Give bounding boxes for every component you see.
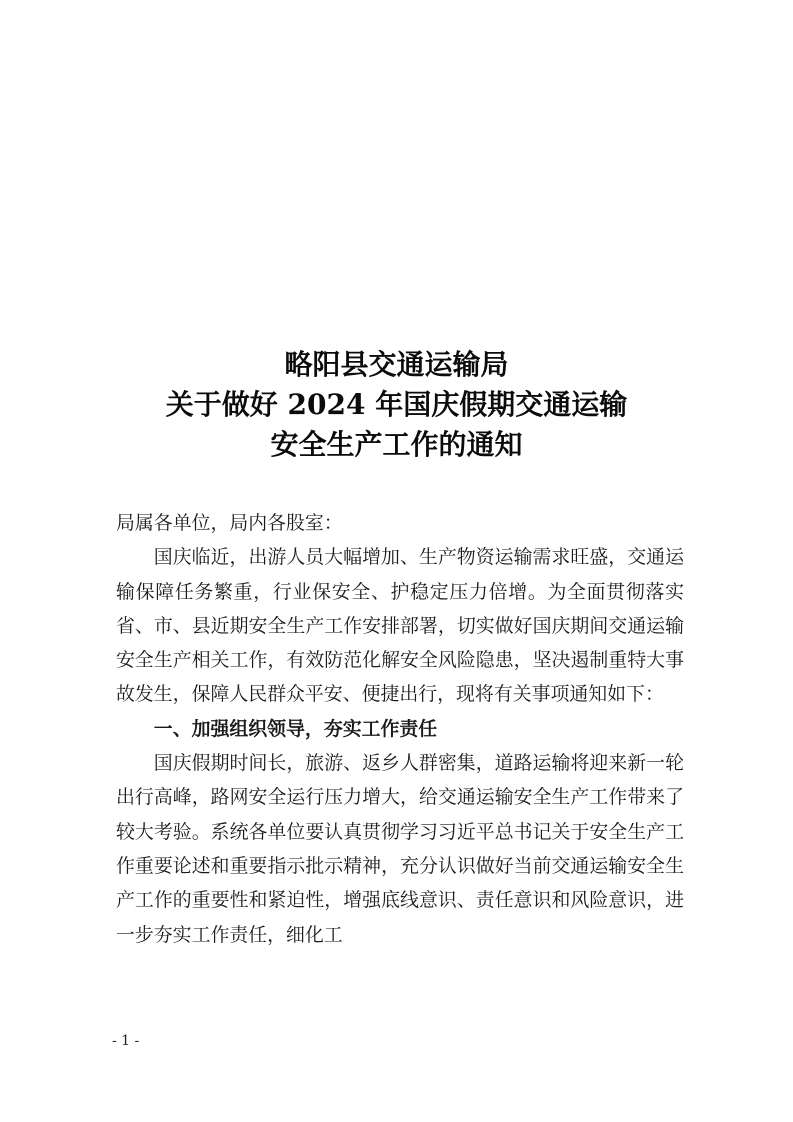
salutation: 局属各单位，局内各股室： [116, 512, 343, 534]
title-line-subject: 关于做好 2024 年国庆假期交通运输 [165, 388, 628, 421]
title-line-topic: 安全生产工作的通知 [270, 428, 523, 461]
section-heading-1: 一、加强组织领导，夯实工作责任 [153, 717, 438, 740]
document-title [0, 345, 793, 465]
page-number: - 1 - [112, 1033, 140, 1049]
section-1-paragraph: 国庆假期时间长，旅游、返乡人群密集，道路运输将迎来新一轮出行高峰，路网安全运行压力增大，给交通运输安全生产工作带来了较大考验。系统各单位要认真贯彻学习习近平总书记关于安全生产工作重要论述和重要指示批示精神，充分认识做好当前交通运输安全生产工作的重要性和紧迫性，增强底线意识、责任意识和风险意识，进一步夯实工作责任，细化工 [116, 752, 684, 946]
title-line-issuer: 略阳县交通运输局 [284, 348, 509, 381]
intro-paragraph: 国庆临近，出游人员大幅增加、生产物资运输需求旺盛，交通运输保障任务繁重，行业保安全、护稳定压力倍增。为全面贯彻落实省、市、县近期安全生产工作安排部署，切实做好国庆期间交通运输安全生产相关工作，有效防范化解安全风险隐患，坚决遏制重特大事故发生，保障人民群众平安、便捷出行，现将有关事项通知如下： [116, 546, 684, 706]
document-body [116, 506, 684, 952]
